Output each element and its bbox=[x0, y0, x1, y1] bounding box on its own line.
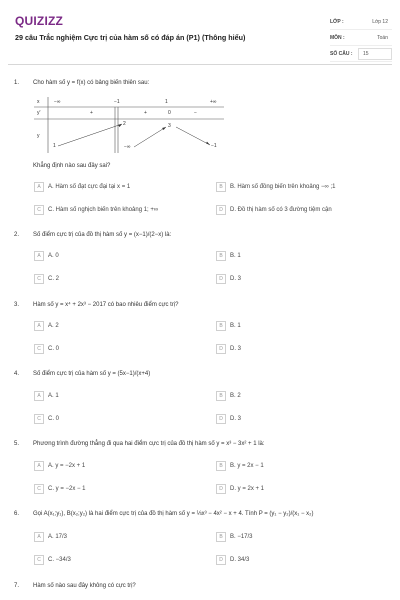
option-letter: B bbox=[216, 321, 226, 331]
question-number: 7. bbox=[14, 583, 20, 589]
sign: − bbox=[194, 110, 197, 116]
option-text: B. y = 2x − 1 bbox=[230, 463, 264, 469]
option-a[interactable] bbox=[34, 391, 59, 401]
question-text: Gọi A(x₁;y₁), B(x₂;y₂) là hai điểm cực trị của đồ thị hàm số y = ⅓x³ − 4x² − x + 4. Tính P = (y₁ − y₂)/(x₁ − x₂) bbox=[33, 511, 314, 517]
option-c[interactable] bbox=[34, 344, 59, 354]
option-a[interactable] bbox=[34, 251, 59, 261]
y-label: y bbox=[37, 133, 40, 139]
x-value: +∞ bbox=[210, 99, 217, 105]
option-a[interactable] bbox=[34, 182, 130, 192]
option-d[interactable] bbox=[216, 344, 241, 354]
y-value: 3 bbox=[168, 123, 171, 129]
option-b[interactable] bbox=[216, 461, 264, 471]
meta-row-subject bbox=[330, 30, 392, 46]
option-letter: D bbox=[216, 274, 226, 284]
option-d[interactable] bbox=[216, 414, 241, 424]
option-letter: C bbox=[34, 484, 44, 494]
x-value: −∞ bbox=[54, 99, 61, 105]
quizizz-logo: QUIZIZZ bbox=[15, 14, 64, 28]
option-c[interactable] bbox=[34, 274, 59, 284]
option-letter: D bbox=[216, 414, 226, 424]
option-letter: B bbox=[216, 391, 226, 401]
question-text: Hàm số nào sau đây không có cực trị? bbox=[33, 583, 136, 589]
x-label: x bbox=[37, 99, 40, 105]
option-letter: C bbox=[34, 205, 44, 215]
option-letter: A bbox=[34, 532, 44, 542]
option-text: B. 1 bbox=[230, 253, 241, 259]
option-letter: A bbox=[34, 391, 44, 401]
option-text: A. 17/3 bbox=[48, 534, 68, 540]
option-text: A. 1 bbox=[48, 393, 59, 399]
option-text: D. Đồ thị hàm số có 3 đường tiệm cận bbox=[230, 207, 332, 213]
option-b[interactable] bbox=[216, 321, 241, 331]
option-b[interactable] bbox=[216, 391, 241, 401]
yprime-label: y' bbox=[37, 110, 41, 116]
option-text: D. 3 bbox=[230, 346, 242, 352]
question-text: Khẳng định nào sau đây sai? bbox=[33, 163, 111, 169]
question-text: Hàm số y = x⁴ + 2x³ − 2017 có bao nhiêu điểm cực trị? bbox=[33, 302, 179, 308]
page-title: 29 câu Trắc nghiệm Cực trị của hàm số có đáp án (P1) (Thông hiểu) bbox=[15, 33, 246, 42]
meta-row-class bbox=[330, 14, 392, 30]
meta-row-count bbox=[330, 46, 392, 62]
option-text: A. 2 bbox=[48, 323, 59, 329]
meta-value: 15 bbox=[358, 48, 392, 60]
option-text: D. 34/3 bbox=[230, 557, 250, 563]
y-value: 1 bbox=[53, 143, 56, 149]
option-a[interactable] bbox=[34, 461, 85, 471]
option-letter: D bbox=[216, 344, 226, 354]
option-letter: C bbox=[34, 414, 44, 424]
y-value: −∞ bbox=[124, 144, 131, 150]
option-a[interactable] bbox=[34, 321, 59, 331]
option-letter: A bbox=[34, 251, 44, 261]
option-letter: A bbox=[34, 321, 44, 331]
option-a[interactable] bbox=[34, 532, 67, 542]
question-number: 6. bbox=[14, 511, 20, 517]
option-c[interactable] bbox=[34, 555, 71, 565]
option-c[interactable] bbox=[34, 484, 86, 494]
option-letter: D bbox=[216, 205, 226, 215]
option-text: D. 3 bbox=[230, 276, 242, 282]
meta-key: MÔN : bbox=[330, 34, 345, 41]
option-text: C. −34/3 bbox=[48, 557, 71, 563]
meta-key: SỐ CÂU : bbox=[330, 50, 353, 57]
sign: + bbox=[144, 110, 147, 116]
option-text: C. 2 bbox=[48, 276, 60, 282]
option-letter: B bbox=[216, 182, 226, 192]
meta-value: Lớp 12 bbox=[372, 18, 388, 25]
meta-key: LỚP : bbox=[330, 18, 344, 25]
option-text: D. 3 bbox=[230, 416, 242, 422]
sign: 0 bbox=[168, 110, 171, 116]
question-text: Phương trình đường thẳng đi qua hai điểm cực trị của đồ thị hàm số y = x³ − 3x² + 1 là: bbox=[33, 441, 265, 447]
option-text: A. y = −2x + 1 bbox=[48, 463, 86, 469]
option-text: C. y = −2x − 1 bbox=[48, 486, 86, 492]
option-text: C. Hàm số nghịch biến trên khoảng 1; +∞ bbox=[48, 207, 159, 213]
option-b[interactable] bbox=[216, 182, 336, 192]
option-letter: C bbox=[34, 274, 44, 284]
option-text: C. 0 bbox=[48, 416, 60, 422]
option-text: B. 1 bbox=[230, 323, 241, 329]
question-number: 5. bbox=[14, 441, 20, 447]
option-d[interactable] bbox=[216, 274, 241, 284]
x-value: −1 bbox=[114, 99, 120, 105]
question-number: 4. bbox=[14, 371, 20, 377]
option-text: B. Hàm số đồng biến trên khoảng −∞ ;1 bbox=[230, 184, 336, 190]
option-b[interactable] bbox=[216, 251, 241, 261]
header bbox=[0, 0, 400, 62]
option-letter: D bbox=[216, 484, 226, 494]
question-number: 1. bbox=[14, 80, 20, 86]
question-text: Cho hàm số y = f(x) có bảng biến thiên sau: bbox=[33, 80, 150, 86]
option-text: B. −17/3 bbox=[230, 534, 253, 540]
question-text: Số điểm cực trị của đồ thị hàm số y = (x−1)/(2−x) là: bbox=[33, 232, 172, 238]
option-text: B. 2 bbox=[230, 393, 241, 399]
option-letter: B bbox=[216, 251, 226, 261]
header-divider bbox=[8, 64, 392, 65]
option-letter: B bbox=[216, 532, 226, 542]
question-text: Số điểm cực trị của hàm số y = (5x−1)/(x+4) bbox=[33, 371, 151, 377]
y-value: 2 bbox=[123, 121, 126, 127]
y-value: −1 bbox=[211, 143, 217, 149]
option-letter: C bbox=[34, 344, 44, 354]
option-b[interactable] bbox=[216, 532, 253, 542]
question-number: 3. bbox=[14, 302, 20, 308]
option-c[interactable] bbox=[34, 205, 158, 215]
meta-panel bbox=[330, 14, 392, 62]
option-letter: A bbox=[34, 182, 44, 192]
option-letter: B bbox=[216, 461, 226, 471]
option-d[interactable] bbox=[216, 555, 249, 565]
option-c[interactable] bbox=[34, 414, 59, 424]
x-value: 1 bbox=[165, 99, 168, 105]
sign: + bbox=[90, 110, 93, 116]
option-d[interactable] bbox=[216, 484, 264, 494]
question-number: 2. bbox=[14, 232, 20, 238]
option-text: D. y = 2x + 1 bbox=[230, 486, 265, 492]
option-letter: D bbox=[216, 555, 226, 565]
option-text: A. Hàm số đạt cực đại tại x = 1 bbox=[48, 184, 131, 190]
option-text: A. 0 bbox=[48, 253, 59, 259]
meta-value: Toán bbox=[377, 34, 388, 41]
option-letter: A bbox=[34, 461, 44, 471]
variation-table bbox=[34, 97, 224, 153]
option-letter: C bbox=[34, 555, 44, 565]
option-text: C. 0 bbox=[48, 346, 60, 352]
option-d[interactable] bbox=[216, 205, 332, 215]
